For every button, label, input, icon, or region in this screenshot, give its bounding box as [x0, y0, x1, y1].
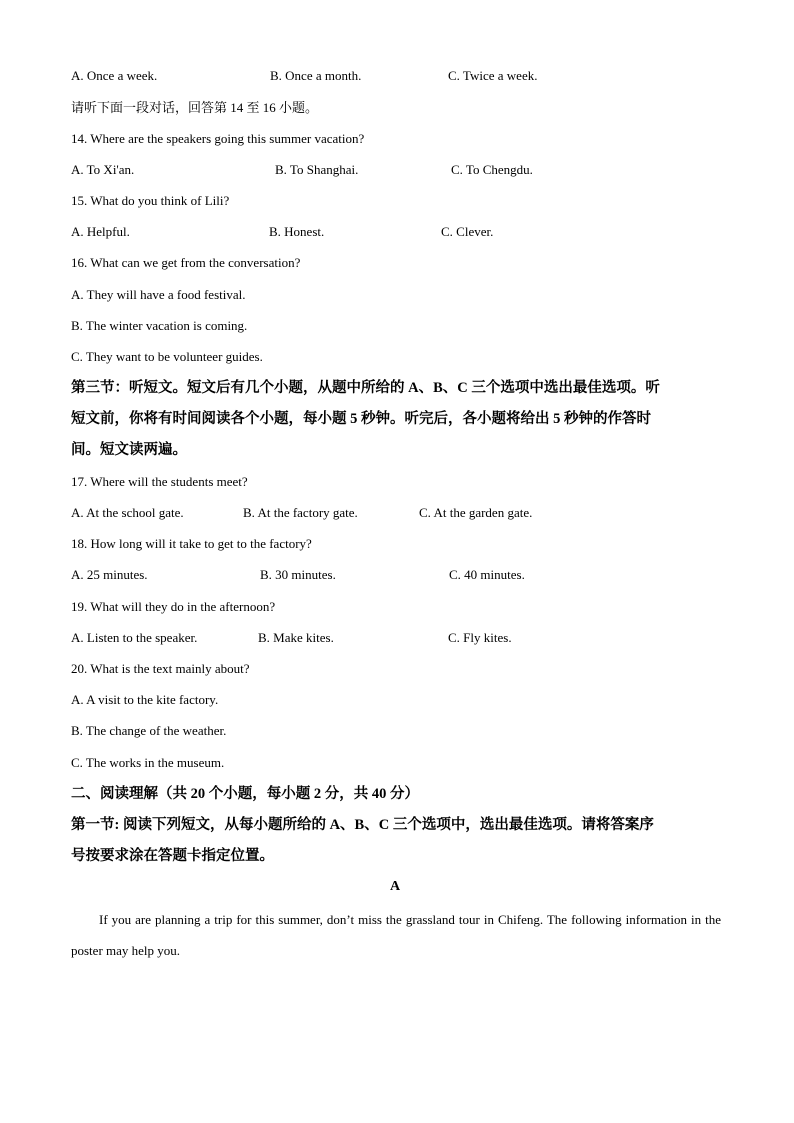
- section3-line-2: 短文前，你将有时间阅读各个小题，每小题 5 秒钟。听完后，各小题将给出 5 秒钟的作答时: [71, 411, 651, 427]
- q17-option-b: B. At the factory gate.: [243, 505, 358, 520]
- part2-section1-line-1: 第一节: 阅读下列短文，从每小题所给的 A、B、C 三个选项中，选出最佳选项。请将答案序: [71, 817, 654, 833]
- q20-option-a: A. A visit to the kite factory.: [71, 692, 219, 707]
- part2-heading: 二、阅读理解（共 20 个小题，每小题 2 分，共 40 分）: [71, 786, 419, 802]
- q14-option-b: B. To Shanghai.: [275, 162, 359, 177]
- q13-option-b: B. Once a month.: [270, 68, 362, 83]
- q17-option-a: A. At the school gate.: [71, 505, 184, 520]
- q17-option-c: C. At the garden gate.: [419, 505, 533, 520]
- q15-question: 15. What do you think of Lili?: [71, 193, 230, 208]
- q19-option-c: C. Fly kites.: [448, 630, 512, 645]
- passage-text: If you are planning a trip for this summer, don’t miss the grassland tour in Chifeng. The following information in the poster may help you.: [71, 912, 721, 958]
- q13-option-c: C. Twice a week.: [448, 68, 538, 83]
- section3-line-3: 间。短文读两遍。: [71, 442, 187, 458]
- q13-option-a: A. Once a week.: [71, 68, 158, 83]
- q19-question: 19. What will they do in the afternoon?: [71, 599, 276, 614]
- dialog-instruction: 请听下面一段对话，回答第 14 至 16 小题。: [71, 100, 319, 115]
- q15-option-c: C. Clever.: [441, 224, 494, 239]
- q19-option-b: B. Make kites.: [258, 630, 334, 645]
- q16-question: 16. What can we get from the conversation?: [71, 255, 301, 270]
- part2-section1-line-2: 号按要求涂在答题卡指定位置。: [71, 848, 274, 864]
- q18-question: 18. How long will it take to get to the factory?: [71, 536, 312, 551]
- q20-question: 20. What is the text mainly about?: [71, 661, 250, 676]
- q14-question: 14. Where are the speakers going this summer vacation?: [71, 131, 365, 146]
- passage-label: A: [390, 879, 401, 894]
- q18-option-b: B. 30 minutes.: [260, 567, 336, 582]
- q20-option-c: C. The works in the museum.: [71, 755, 225, 770]
- q15-option-a: A. Helpful.: [71, 224, 130, 239]
- q17-question: 17. Where will the students meet?: [71, 474, 248, 489]
- q15-option-b: B. Honest.: [269, 224, 325, 239]
- q16-option-b: B. The winter vacation is coming.: [71, 318, 248, 333]
- q19-option-a: A. Listen to the speaker.: [71, 630, 198, 645]
- q20-option-b: B. The change of the weather.: [71, 723, 227, 738]
- q16-option-c: C. They want to be volunteer guides.: [71, 349, 263, 364]
- q18-option-c: C. 40 minutes.: [449, 567, 525, 582]
- q14-option-a: A. To Xi'an.: [71, 162, 135, 177]
- section3-line-1: 第三节：听短文。短文后有几个小题，从题中所给的 A、B、C 三个选项中选出最佳选项。听: [71, 380, 660, 396]
- q18-option-a: A. 25 minutes.: [71, 567, 148, 582]
- q16-option-a: A. They will have a food festival.: [71, 287, 246, 302]
- q14-option-c: C. To Chengdu.: [451, 162, 533, 177]
